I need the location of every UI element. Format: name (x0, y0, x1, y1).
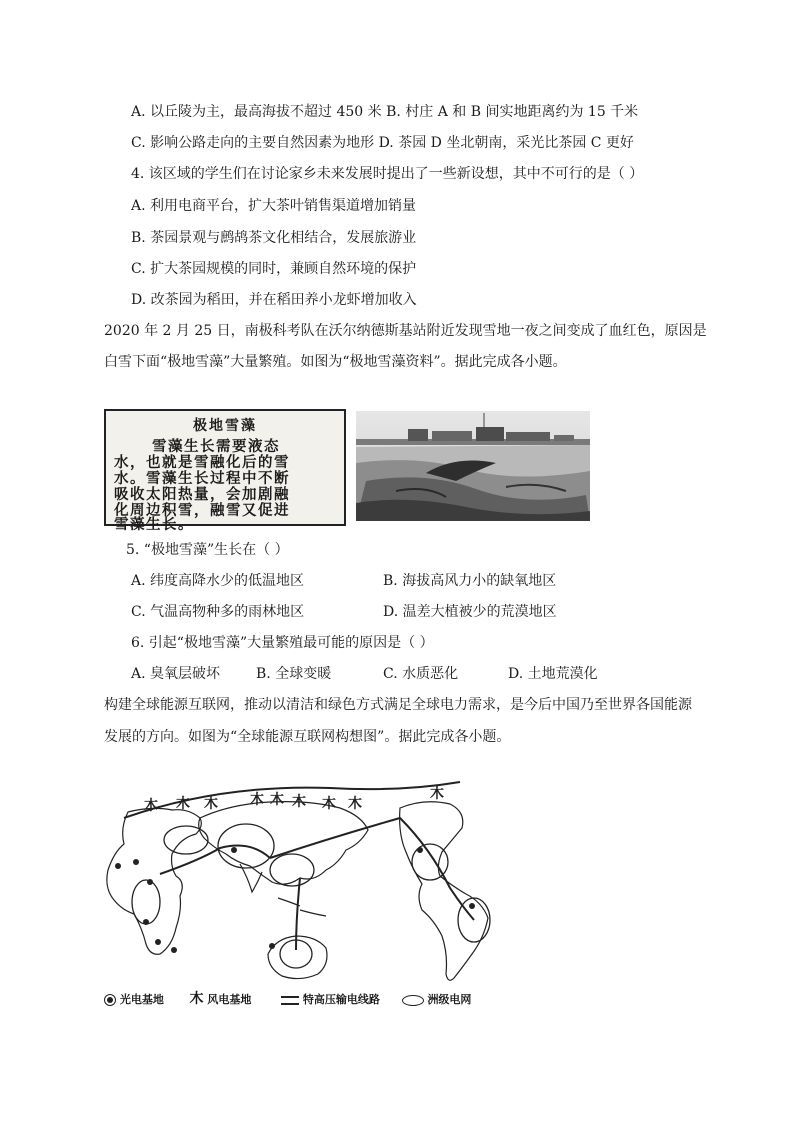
legend-grid: 洲级电网 (427, 993, 472, 1006)
wind-base-icon: 木 (189, 991, 204, 1007)
q6-option-a: A. 臭氧层破坏 (131, 666, 221, 682)
q4-option-d: D. 改茶园为稻田，并在稻田养小龙虾增加收入 (131, 292, 417, 308)
q6-stem: 6. 引起“极地雪藻”大量繁殖最可能的原因是（ ） (131, 635, 434, 651)
svg-text:木: 木 (204, 796, 218, 812)
svg-text:木: 木 (270, 792, 284, 808)
passage2-line1: 构建全球能源互联网，推动以清洁和绿色方式满足全球电力需求，是今后中国乃至世界各国能源 (104, 697, 692, 713)
card-line-5: 化周边积雪，融雪又促进 (114, 503, 290, 519)
svg-text:木: 木 (176, 796, 190, 812)
svg-text:木: 木 (144, 798, 158, 814)
red-snow-photo (356, 411, 590, 521)
q5-option-c: C. 气温高物种多的雨林地区 (131, 604, 305, 620)
global-energy-map (100, 778, 530, 1010)
q3-option-ab: A. 以丘陵为主，最高海拔不超过 450 米 B. 村庄 A 和 B 间实地距离约为 15 千米 (131, 104, 639, 120)
q4-stem: 4. 该区域的学生们在讨论家乡未来发展时提出了一些新设想，其中不可行的是（ ） (131, 166, 644, 182)
svg-text:木: 木 (430, 786, 444, 802)
card-line-3: 水。雪藻生长过程中不断 (114, 471, 290, 487)
svg-text:木: 木 (250, 792, 264, 808)
q4-option-c: C. 扩大茶园规模的同时，兼顾自然环境的保护 (131, 261, 417, 277)
grid-icon (402, 995, 424, 1006)
passage1-line2: 白雪下面“极地雪藻”大量繁殖。如图为“极地雪藻资料”。据此完成各小题。 (104, 354, 567, 370)
snow-algae-info-card (104, 409, 346, 533)
legend-solar: 光电基地 (119, 993, 164, 1006)
q3-option-cd: C. 影响公路走向的主要自然因素为地形 D. 茶园 D 坐北朝南，采光比茶园 C 更好 (131, 135, 634, 151)
q6-option-b: B. 全球变暖 (256, 666, 332, 682)
q5-option-d: D. 温差大植被少的荒漠地区 (383, 604, 557, 620)
svg-text:木: 木 (292, 794, 306, 810)
legend-line: 特高压输电线路 (302, 993, 380, 1006)
legend-wind: 风电基地 (207, 993, 252, 1006)
q6-option-d: D. 土地荒漠化 (508, 666, 598, 682)
svg-text:木: 木 (348, 796, 362, 812)
map-legend (104, 989, 471, 1010)
card-line-2: 水，也就是雪融化后的雪 (114, 455, 290, 471)
q5-option-a: A. 纬度高降水少的低温地区 (131, 573, 305, 589)
q5-option-b: B. 海拔高风力小的缺氧地区 (383, 573, 557, 589)
q5-stem: 5. “极地雪藻”生长在（ ） (126, 542, 289, 558)
card-title: 极地雪藻 (193, 418, 257, 434)
solar-base-icon (104, 994, 116, 1006)
q4-option-a: A. 利用电商平台，扩大茶叶销售渠道增加销量 (131, 198, 417, 214)
card-line-4: 吸收太阳热量，会加剧融 (114, 487, 290, 503)
uhv-line-icon (281, 996, 299, 1005)
card-line-1: 雪藻生长需要液态 (152, 439, 280, 455)
q4-option-b: B. 茶园景观与鹧鸪茶文化相结合，发展旅游业 (131, 230, 417, 246)
svg-text:木: 木 (322, 796, 336, 812)
card-line-6: 雪藻生长。 (114, 517, 194, 533)
passage2-line2: 发展的方向。如图为“全球能源互联网构想图”。据此完成各小题。 (104, 729, 511, 745)
q6-option-c: C. 水质恶化 (383, 666, 459, 682)
passage1-line1: 2020 年 2 月 25 日，南极科考队在沃尔纳德斯基站附近发现雪地一夜之间变成了血红色，原因是 (104, 323, 707, 339)
